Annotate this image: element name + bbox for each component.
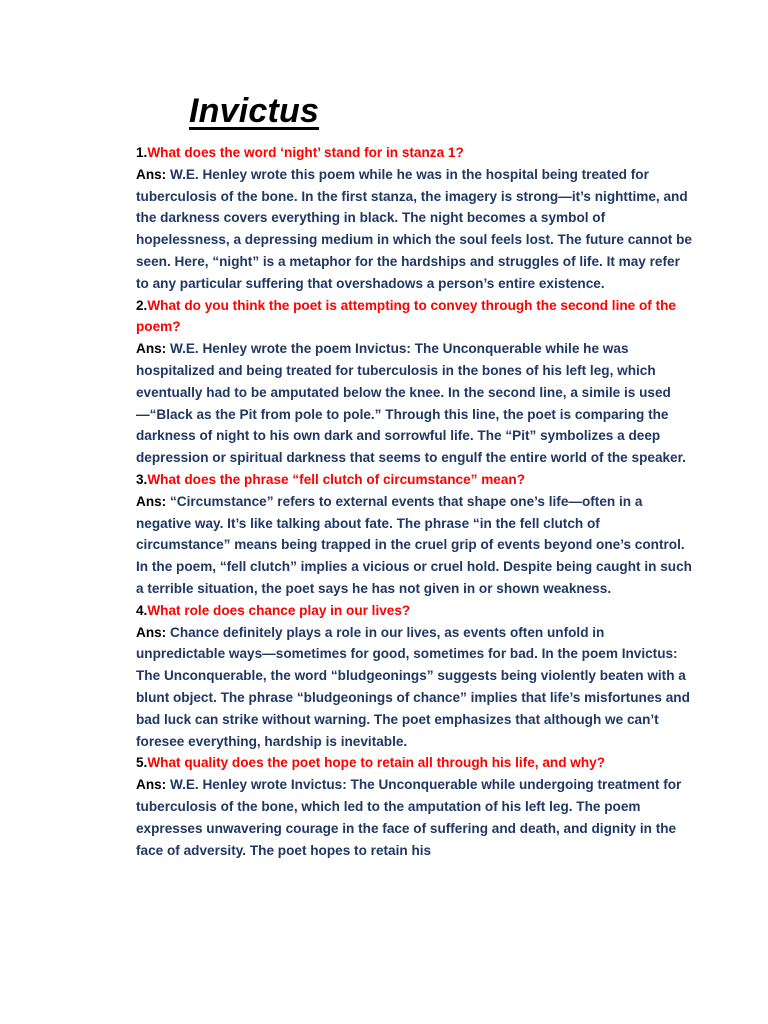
answer-label: Ans: [136,777,167,793]
question-number: 5. [136,755,148,771]
answer-label: Ans: [136,166,167,182]
qa-list [136,142,692,861]
qa-item-4 [136,600,692,753]
question-4 [136,600,692,622]
question-5 [136,752,692,774]
question-2 [136,295,692,339]
question-number: 1. [136,145,148,160]
answer-text: W.E. Henley wrote the poem Invictus: The Unconquerable while he was hospitalized and being treated for tuberculosis in the bones of his left leg, which eventually had to be amputated below the knee. In the second line, a simile is used—“Black as the Pit from pole to pole.” Through this line, the poet is comparing the darkness of night to his own dark and sorrowful life. The “Pit” symbolizes a deep depression or spiritual darkness that seems to engulf the entire world of the speaker. [136,341,686,466]
qa-item-5 [136,752,692,861]
answer-2 [136,338,692,469]
question-number: 4. [136,602,148,618]
qa-item-1 [136,142,692,295]
question-number: 3. [136,471,148,487]
question-text: What quality does the poet hope to retain all through his life, and why? [147,755,606,771]
answer-4 [136,622,692,753]
question-text: What role does chance play in our lives? [147,602,411,618]
question-text: What do you think the poet is attempting to convey through the second line of the poem? [136,297,676,335]
answer-1 [136,164,692,295]
answer-text: “Circumstance” refers to external events that shape one’s life—often in a negative way. It’s like talking about fate. The phrase “in the fell clutch of circumstance” means being trapped in the cruel grip of events beyond one’s control. In the poem, “fell clutch” implies a vicious or cruel hold. Despite being caught in such a terrible situation, the poet says he has not given in or shown weakness. [136,493,692,596]
answer-text: Chance definitely plays a role in our lives, as events often unfold in unpredictable ways—sometimes for good, sometimes for bad. In the poem Invictus: The Unconquerable, the word “bludgeonings” suggests being violently beaten with a blunt object. The phrase “bludgeonings of chance” implies that life’s misfortunes and bad luck can strike without warning. The poet emphasizes that although we can’t foresee everything, hardship is inevitable. [136,624,690,749]
question-number: 2. [136,297,148,313]
qa-item-2 [136,295,692,469]
question-text: What does the word ‘night’ stand for in stanza 1? [147,145,464,160]
answer-label: Ans: [136,624,167,640]
document-title: Invictus [189,92,320,130]
question-3 [136,469,692,491]
answer-3 [136,491,692,600]
answer-text: W.E. Henley wrote this poem while he was in the hospital being treated for tuberculosis of the bone. In the first stanza, the imagery is strong—it’s nighttime, and the darkness covers everything in black. The night becomes a symbol of hopelessness, a depressing medium in which the soul feels lost. The future cannot be seen. Here, “night” is a metaphor for the hardships and struggles of life. It may refer to any particular suffering that overshadows a person’s entire existence. [136,166,692,291]
answer-label: Ans: [136,341,167,357]
answer-label: Ans: [136,493,167,509]
question-text: What does the phrase “fell clutch of circumstance” mean? [147,471,526,487]
qa-item-3 [136,469,692,600]
question-1 [136,142,692,164]
answer-text: W.E. Henley wrote Invictus: The Unconquerable while undergoing treatment for tuberculosis of the bone, which led to the amputation of his left leg. The poem expresses unwavering courage in the face of suffering and death, and dignity in the face of adversity. The poet hopes to retain his [136,777,682,858]
answer-5 [136,774,692,861]
